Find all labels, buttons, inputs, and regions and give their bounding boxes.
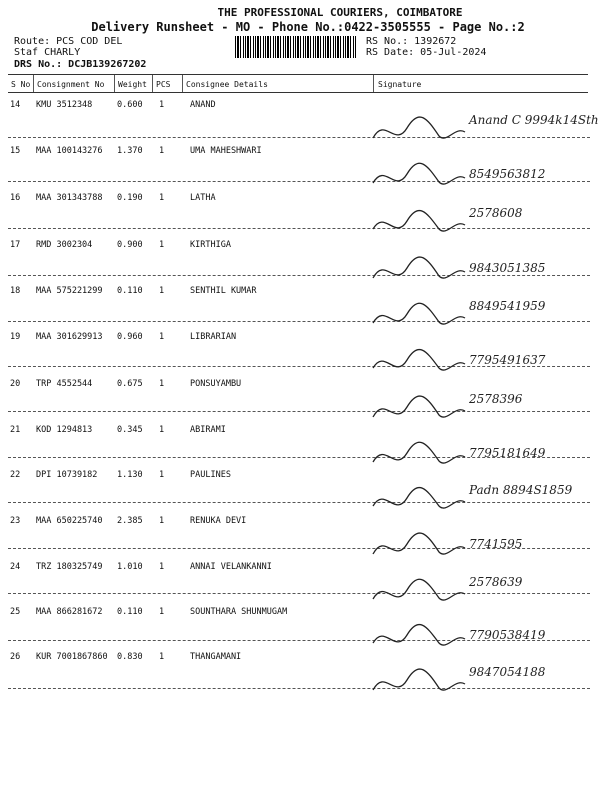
row-sno: 21 <box>10 425 21 435</box>
signature-scribble <box>365 250 585 290</box>
column-divider <box>152 75 153 92</box>
row-sno: 15 <box>10 146 21 156</box>
rs-date: RS Date: 05-Jul-2024 <box>366 47 487 58</box>
row-pcs: 1 <box>159 652 165 662</box>
row-consignment-no: MAA 866281672 <box>36 607 103 617</box>
signature-scribble <box>365 435 585 475</box>
row-consignment-no: MAA 100143276 <box>36 146 103 156</box>
row-consignee: SENTHIL KUMAR <box>190 286 257 296</box>
row-sno: 25 <box>10 607 21 617</box>
col-header-consignee: Consignee Details <box>186 80 268 89</box>
signature-handwriting: 8549563812 <box>469 167 546 181</box>
drs-number: DRS No.: DCJB139267202 <box>14 59 147 70</box>
signature-handwriting: Anand C 9994k14Sth <box>469 113 599 127</box>
row-consignee: LATHA <box>190 193 216 203</box>
row-sno: 20 <box>10 379 21 389</box>
row-sno: 23 <box>10 516 21 526</box>
row-consignment-no: MAA 301343788 <box>36 193 103 203</box>
row-pcs: 1 <box>159 470 165 480</box>
row-weight: 0.830 <box>117 652 143 662</box>
signature-scribble <box>365 203 585 243</box>
signature-scribble <box>365 156 585 196</box>
row-consignee: THANGAMANI <box>190 652 242 662</box>
header-bottom-rule <box>8 92 588 93</box>
row-weight: 1.010 <box>117 562 143 572</box>
row-pcs: 1 <box>159 332 165 342</box>
row-consignee: PAULINES <box>190 470 231 480</box>
signature-handwriting: 2578608 <box>469 206 523 220</box>
row-consignment-no: KUR 7001867860 <box>36 652 108 662</box>
col-header-signature: Signature <box>378 80 422 89</box>
signature-scribble <box>365 342 585 382</box>
col-header-consignment: Consignment No <box>37 80 105 89</box>
rs-number: RS No.: 1392672 <box>366 36 457 47</box>
signature-scribble <box>365 480 585 520</box>
row-pcs: 1 <box>159 286 165 296</box>
row-pcs: 1 <box>159 193 165 203</box>
signature-scribble <box>365 389 585 429</box>
row-consignee: ANAND <box>190 100 216 110</box>
row-pcs: 1 <box>159 516 165 526</box>
row-pcs: 1 <box>159 607 165 617</box>
col-header-sno: S No <box>11 80 31 89</box>
signature-handwriting: 7790538419 <box>469 628 546 642</box>
row-consignee: SOUNTHARA SHUNMUGAM <box>190 607 288 617</box>
column-divider <box>373 75 374 92</box>
row-consignee: UMA MAHESHWARI <box>190 146 262 156</box>
row-consignee: PONSUYAMBU <box>190 379 242 389</box>
signature-handwriting: 8849541959 <box>469 299 546 313</box>
col-header-weight: Weight <box>118 80 147 89</box>
row-pcs: 1 <box>159 146 165 156</box>
row-consignment-no: RMD 3002304 <box>36 240 93 250</box>
row-consignment-no: MAA 575221299 <box>36 286 103 296</box>
signature-scribble <box>365 110 599 150</box>
signature-handwriting: 9847054188 <box>469 665 546 679</box>
row-sno: 18 <box>10 286 21 296</box>
signature-handwriting: 7795181649 <box>469 446 546 460</box>
row-consignee: LIBRARIAN <box>190 332 237 342</box>
row-consignee: RENUKA DEVI <box>190 516 247 526</box>
row-consignment-no: MAA 650225740 <box>36 516 103 526</box>
staff-label: Staf CHARLY <box>14 47 81 58</box>
signature-scribble <box>365 572 585 612</box>
row-weight: 0.110 <box>117 607 143 617</box>
barcode-image <box>235 36 357 58</box>
runsheet-subtitle: Delivery Runsheet - MO - Phone No.:0422-3505555 - Page No.:2 <box>91 20 525 34</box>
row-weight: 0.345 <box>117 425 143 435</box>
row-weight: 0.675 <box>117 379 143 389</box>
col-header-pcs: PCS <box>156 80 171 89</box>
route-label: Route: PCS COD DEL <box>14 36 123 47</box>
signature-handwriting: 2578396 <box>469 392 523 406</box>
row-sno: 26 <box>10 652 21 662</box>
row-sno: 14 <box>10 100 21 110</box>
row-pcs: 1 <box>159 562 165 572</box>
row-consignee: KIRTHIGA <box>190 240 231 250</box>
row-weight: 1.130 <box>117 470 143 480</box>
row-consignment-no: MAA 301629913 <box>36 332 103 342</box>
signature-scribble <box>365 662 585 702</box>
row-sno: 19 <box>10 332 21 342</box>
row-weight: 2.385 <box>117 516 143 526</box>
signature-scribble <box>365 617 585 657</box>
signature-handwriting: 7795491637 <box>469 353 546 367</box>
signature-handwriting: Padn 8894S1859 <box>469 483 573 497</box>
row-weight: 0.600 <box>117 100 143 110</box>
row-weight: 0.190 <box>117 193 143 203</box>
company-title: THE PROFESSIONAL COURIERS, COIMBATORE <box>217 6 463 19</box>
row-weight: 0.900 <box>117 240 143 250</box>
row-pcs: 1 <box>159 240 165 250</box>
header-top-rule <box>8 74 588 75</box>
row-pcs: 1 <box>159 379 165 389</box>
row-consignment-no: DPI 10739182 <box>36 470 98 480</box>
signature-handwriting: 9843051385 <box>469 261 546 275</box>
signature-scribble <box>365 526 585 566</box>
row-weight: 1.370 <box>117 146 143 156</box>
row-consignee: ANNAI VELANKANNI <box>190 562 272 572</box>
row-consignee: ABIRAMI <box>190 425 226 435</box>
row-sno: 22 <box>10 470 21 480</box>
column-divider <box>182 75 183 92</box>
row-weight: 0.960 <box>117 332 143 342</box>
column-divider <box>33 75 34 92</box>
row-pcs: 1 <box>159 100 165 110</box>
row-consignment-no: TRZ 180325749 <box>36 562 103 572</box>
row-weight: 0.110 <box>117 286 143 296</box>
row-consignment-no: KMU 3512348 <box>36 100 93 110</box>
row-sno: 17 <box>10 240 21 250</box>
signature-scribble <box>365 296 585 336</box>
row-consignment-no: TRP 4552544 <box>36 379 93 389</box>
row-consignment-no: KOD 1294813 <box>36 425 93 435</box>
row-sno: 16 <box>10 193 21 203</box>
signature-handwriting: 7741595 <box>469 537 523 551</box>
column-divider <box>114 75 115 92</box>
row-sno: 24 <box>10 562 21 572</box>
signature-handwriting: 2578639 <box>469 575 523 589</box>
row-pcs: 1 <box>159 425 165 435</box>
